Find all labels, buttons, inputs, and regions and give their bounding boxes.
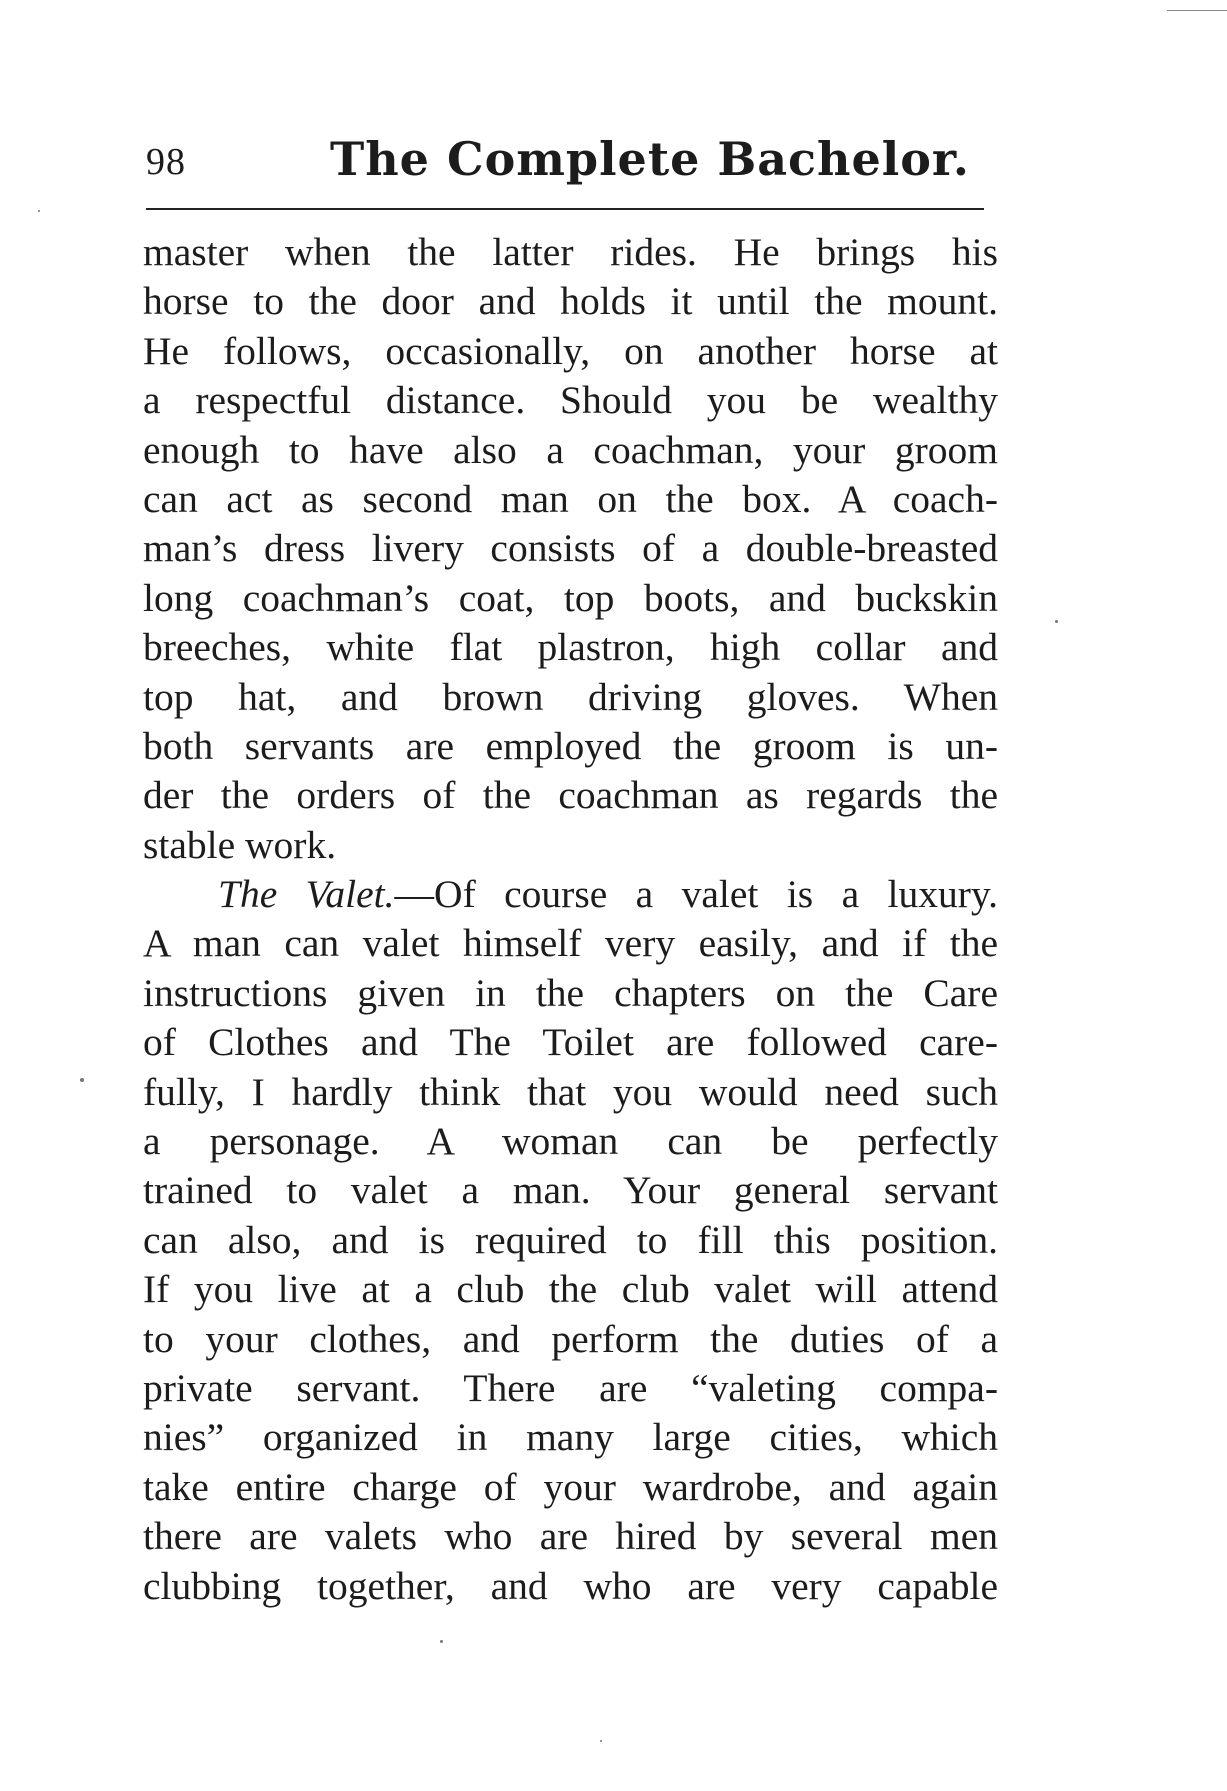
text-line: A man can valet himself very easily, and if the bbox=[143, 921, 998, 966]
text-line: can also, and is required to fill this position. bbox=[143, 1217, 998, 1262]
text-line: master when the latter rides. He brings his bbox=[143, 230, 998, 274]
text-line: of Clothes and The Toilet are followed care- bbox=[143, 1020, 998, 1065]
text-line: can act as second man on the box. A coach- bbox=[143, 476, 998, 521]
text-line: private servant. There are “valeting compa- bbox=[143, 1365, 998, 1410]
page-header bbox=[146, 128, 991, 188]
text-line: breeches, white flat plastron, high collar and bbox=[143, 625, 998, 670]
text-line: to your clothes, and perform the duties of a bbox=[143, 1316, 998, 1361]
scan-speck bbox=[600, 1740, 602, 1742]
text-line: man’s dress livery consists of a double-breasted bbox=[143, 526, 998, 571]
text-line: horse to the door and holds it until the mount. bbox=[143, 279, 998, 324]
corner-scan-mark bbox=[1167, 10, 1227, 11]
scan-speck bbox=[38, 210, 40, 212]
text-line: a personage. A woman can be perfectly bbox=[143, 1119, 998, 1164]
scan-speck bbox=[80, 1078, 84, 1082]
running-title: The Complete Bachelor. bbox=[330, 132, 970, 186]
text-line: take entire charge of your wardrobe, and again bbox=[143, 1464, 998, 1509]
text-line: there are valets who are hired by several men bbox=[143, 1514, 998, 1559]
body-text bbox=[143, 228, 998, 1611]
text-line: der the orders of the coachman as regards the bbox=[143, 773, 998, 818]
scan-speck bbox=[1055, 620, 1058, 623]
text-line: nies” organized in many large cities, which bbox=[143, 1415, 998, 1460]
section-first-line-text: —Of course a valet is a luxury. bbox=[394, 872, 998, 917]
text-line: top hat, and brown driving gloves. When bbox=[143, 674, 998, 719]
section-first-line bbox=[143, 870, 998, 919]
text-line: enough to have also a coachman, your groom bbox=[143, 427, 998, 472]
text-line: clubbing together, and who are very capable bbox=[143, 1563, 998, 1608]
text-line: a respectful distance. Should you be wealthy bbox=[143, 378, 998, 423]
text-line: instructions given in the chapters on the Care bbox=[143, 970, 998, 1015]
text-line: fully, I hardly think that you would need such bbox=[143, 1069, 998, 1114]
text-line: If you live at a club the club valet will attend bbox=[143, 1267, 998, 1312]
text-line: long coachman’s coat, top boots, and buckskin bbox=[143, 575, 998, 620]
section-heading-valet: The Valet. bbox=[218, 872, 395, 917]
scan-speck bbox=[440, 1640, 443, 1643]
text-line: stable work. bbox=[143, 822, 337, 867]
page-number: 98 bbox=[146, 141, 186, 183]
header-rule bbox=[146, 208, 984, 210]
text-line: trained to valet a man. Your general servant bbox=[143, 1168, 998, 1213]
text-line: He follows, occasionally, on another horse at bbox=[143, 328, 998, 373]
text-line: both servants are employed the groom is un- bbox=[143, 723, 998, 768]
